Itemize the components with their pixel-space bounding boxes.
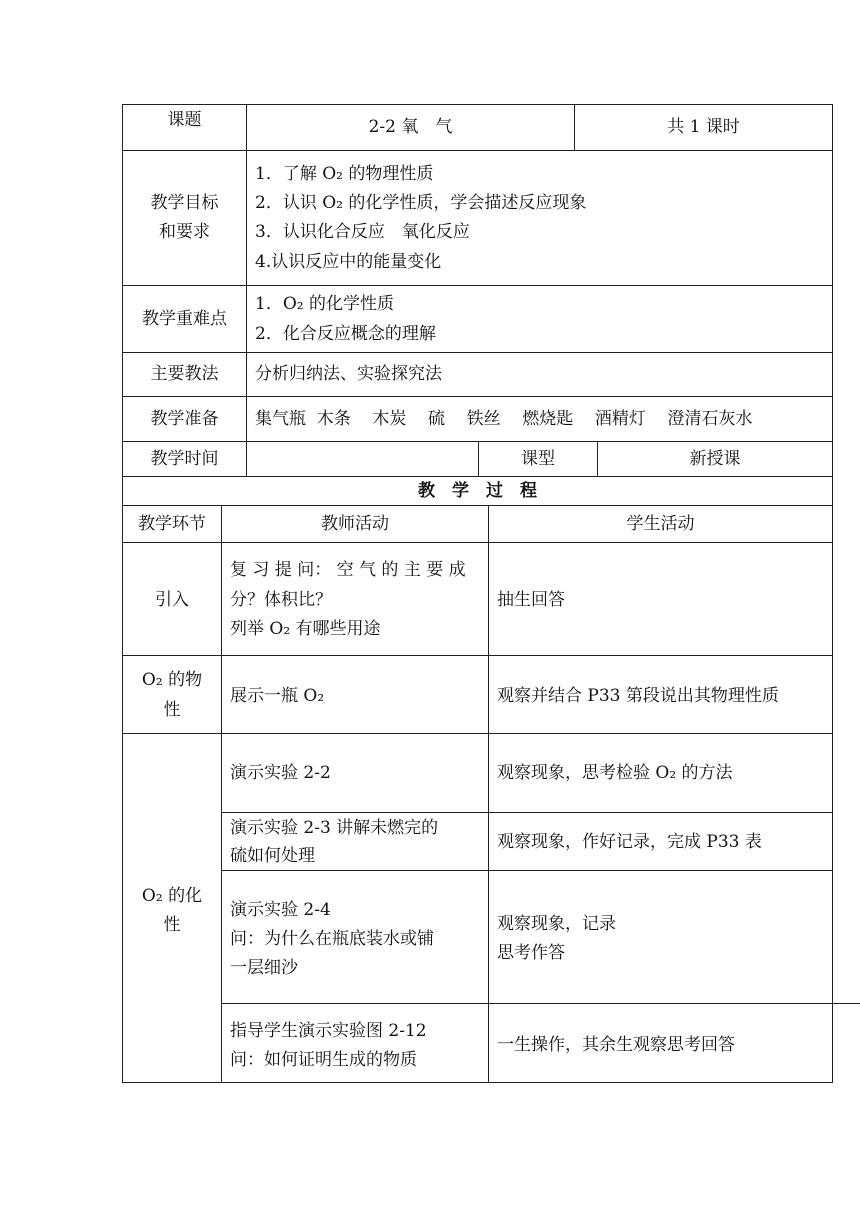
objective-item: 4.认识反应中的能量变化 [255, 252, 442, 272]
student-activity-line: 观察现象，记录 [497, 914, 616, 934]
student-activity-line: 一生操作，其余生观察思考回答 [497, 1035, 735, 1055]
teacher-activity-line: 演示实验 2-4 [230, 900, 331, 920]
student-activity-line: 观察并结合 P33 第段说出其物理性质 [497, 686, 779, 706]
topic-label: 课题 [167, 110, 202, 130]
materials-value: 集气瓶 木条 木炭 硫 铁丝 燃烧匙 酒精灯 澄清石灰水 [255, 409, 753, 429]
teacher-activity-line: 一层细沙 [230, 958, 298, 978]
teacher-activity-line: 演示实验 2-3 讲解未燃完的 [230, 818, 439, 838]
teacher-activity-line: 分？体积比？ [230, 590, 332, 610]
teacher-activity-line: 展示一瓶 O₂ [230, 686, 325, 706]
objective-item: 1．了解 O₂ 的物理性质 [255, 164, 434, 184]
lesson-type-value: 新授课 [689, 449, 741, 469]
hours-text: 共 1 课时 [667, 117, 740, 137]
key-point-item: 1．O₂ 的化学性质 [255, 294, 394, 314]
student-activity-line: 观察现象，思考检验 O₂ 的方法 [497, 763, 733, 783]
time-label: 教学时间 [150, 449, 219, 469]
column-header-stage: 教学环节 [138, 514, 206, 534]
objective-item: 3．认识化合反应 氧化反应 [255, 222, 470, 242]
teacher-activity-line: 指导学生演示实验图 2-12 [230, 1021, 427, 1041]
teacher-activity-line: 硫如何处理 [230, 846, 315, 866]
topic-value: 2-2 氧 气 [368, 117, 453, 137]
stage-label: 引入 [155, 590, 189, 610]
key-points-label: 教学重难点 [142, 309, 227, 329]
column-header-teacher: 教师活动 [321, 514, 389, 534]
teacher-activity-line: 问：为什么在瓶底装水或铺 [230, 929, 434, 949]
methods-label: 主要教法 [150, 364, 219, 384]
stage-label: O₂ 的化 [141, 886, 203, 906]
column-header-student: 学生活动 [626, 514, 695, 534]
methods-value: 分析归纳法、实验探究法 [255, 364, 442, 384]
materials-label: 教学准备 [150, 409, 219, 429]
teacher-activity-line: 列举 O₂ 有哪些用途 [230, 619, 381, 639]
teacher-activity-line: 问：如何证明生成的物质 [230, 1050, 417, 1070]
student-activity-line: 观察现象，作好记录，完成 P33 表 [497, 832, 762, 852]
student-activity-line: 抽生回答 [497, 590, 565, 610]
teacher-activity-line: 复 习 提 问： 空 气 的 主 要 成 [230, 560, 466, 580]
stage-label: O₂ 的物 [141, 670, 203, 690]
stage-label: 性 [163, 700, 181, 720]
process-title: 教 学 过 程 [418, 481, 537, 501]
objectives-label-2: 和要求 [159, 222, 210, 242]
objective-item: 2．认识 O₂ 的化学性质，学会描述反应现象 [255, 193, 587, 213]
key-point-item: 2．化合反应概念的理解 [255, 324, 436, 344]
student-activity-line: 思考作答 [497, 943, 565, 963]
objectives-label-1: 教学目标 [150, 193, 219, 213]
stage-label: 性 [163, 915, 181, 935]
lesson-type-label: 课型 [521, 449, 555, 469]
teacher-activity-line: 演示实验 2-2 [230, 763, 331, 783]
